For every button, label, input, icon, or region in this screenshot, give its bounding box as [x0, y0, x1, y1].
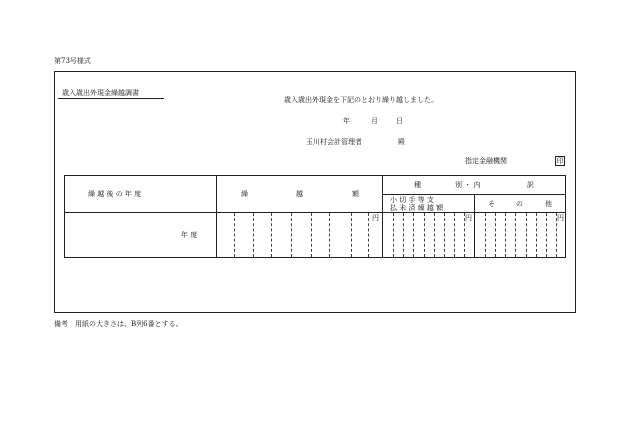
- unit-yen-other: 円: [557, 214, 564, 222]
- header-check-line1: 小 切 手 等 支: [390, 196, 434, 204]
- header-amount-1: 繰: [241, 190, 248, 198]
- header-other-2: の: [516, 200, 523, 208]
- unit-yen-amount: 円: [372, 214, 379, 222]
- date-month: 月: [371, 117, 378, 125]
- header-amount-2: 越: [296, 190, 303, 198]
- note-text: 備考 用紙の大きさは、B列6番とする。: [54, 320, 183, 328]
- header-carry-year: 繰 越 後 の 年 度: [88, 190, 142, 198]
- bank-seal: 印: [556, 157, 564, 165]
- header-breakdown-3: 訳: [527, 181, 534, 189]
- header-other-1: そ: [488, 200, 495, 208]
- addressee-name: 玉川村会計管理者: [306, 138, 362, 146]
- year-label: 年 度: [181, 231, 198, 239]
- unit-yen-check: 円: [465, 214, 472, 222]
- document-title: 歳入歳出外現金繰越調書: [58, 89, 164, 99]
- addressee-honorific: 殿: [398, 138, 405, 146]
- header-other-3: 他: [545, 200, 552, 208]
- header-amount-3: 額: [352, 190, 359, 198]
- bank-label: 指定金融機関: [465, 157, 507, 165]
- statement-text: 歳入歳出外現金を下記のとおり繰り越しました。: [284, 96, 438, 104]
- date-year: 年: [343, 117, 350, 125]
- date-day: 日: [396, 117, 403, 125]
- header-check-line2: 払 未 済 繰 越 額: [390, 204, 444, 212]
- form-number: 第73号様式: [54, 57, 91, 65]
- header-breakdown-2: 別 ・ 内: [455, 181, 481, 189]
- header-breakdown-1: 種: [414, 181, 421, 189]
